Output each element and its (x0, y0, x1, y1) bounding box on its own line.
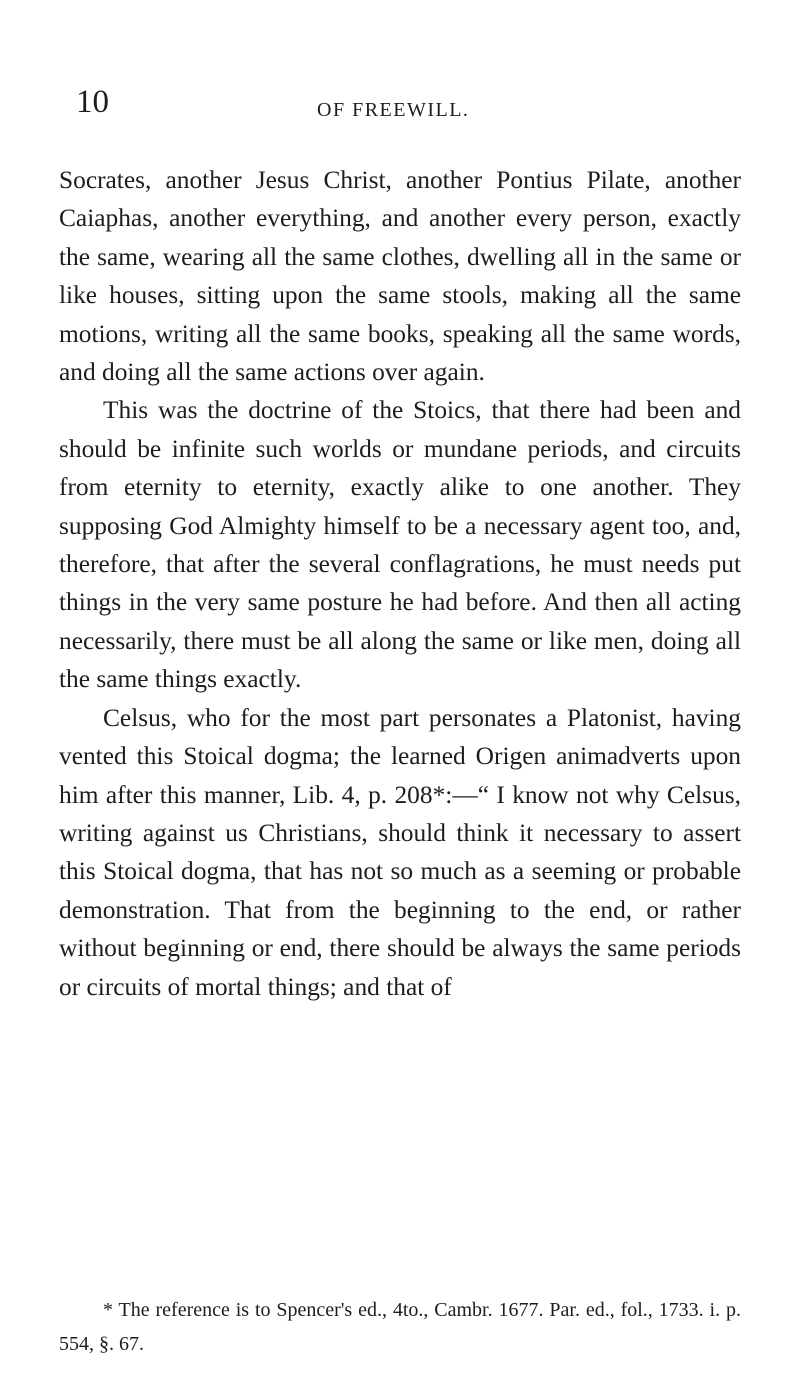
paragraph-3: Celsus, who for the most part personates a Platonist, having vented this Stoical dogma; the learned Origen animadverts upon him after this manner, Lib. 4, p. 208*:—“ I know not why Celsus, writing against us Christians, should think it necessary to assert this Stoical dogma, that has not so much as a seeming or probable demonstration. That from the beginning to the end, or rather without beginning or end, there should be always the same periods or circuits of mortal things; and that of (59, 703, 741, 1001)
footnote (59, 1293, 741, 1361)
paragraph-2: This was the doctrine of the Stoics, that there had been and should be infinite such worlds or mundane periods, and circuits from eternity to eternity, exactly alike to one another. They supposing God Almighty himself to be a necessary agent too, and, therefore, that after the several conflagrations, he must needs put things in the very same posture he had before. And then all acting necessarily, there must be all along the same or like men, doing all the same things exactly. (59, 396, 741, 694)
running-head: OF FREEWILL. (317, 99, 470, 121)
footnote-text: * The reference is to Spencer's ed., 4to., Cambr. 1677. Par. ed., fol., 1733. i. p. 554, §. 67. (59, 1299, 741, 1355)
page-number: 10 (76, 84, 109, 120)
paragraph-1: Socrates, another Jesus Christ, another Pontius Pilate, another Caiaphas, another everything, and another every person, exactly the same, wearing all the same clothes, dwelling all in the same or like houses, sitting upon the same stools, making all the same motions, writing all the same books, speaking all the same words, and doing all the same actions over again. (59, 166, 741, 387)
page-header (0, 84, 800, 130)
body-text (59, 161, 741, 1006)
